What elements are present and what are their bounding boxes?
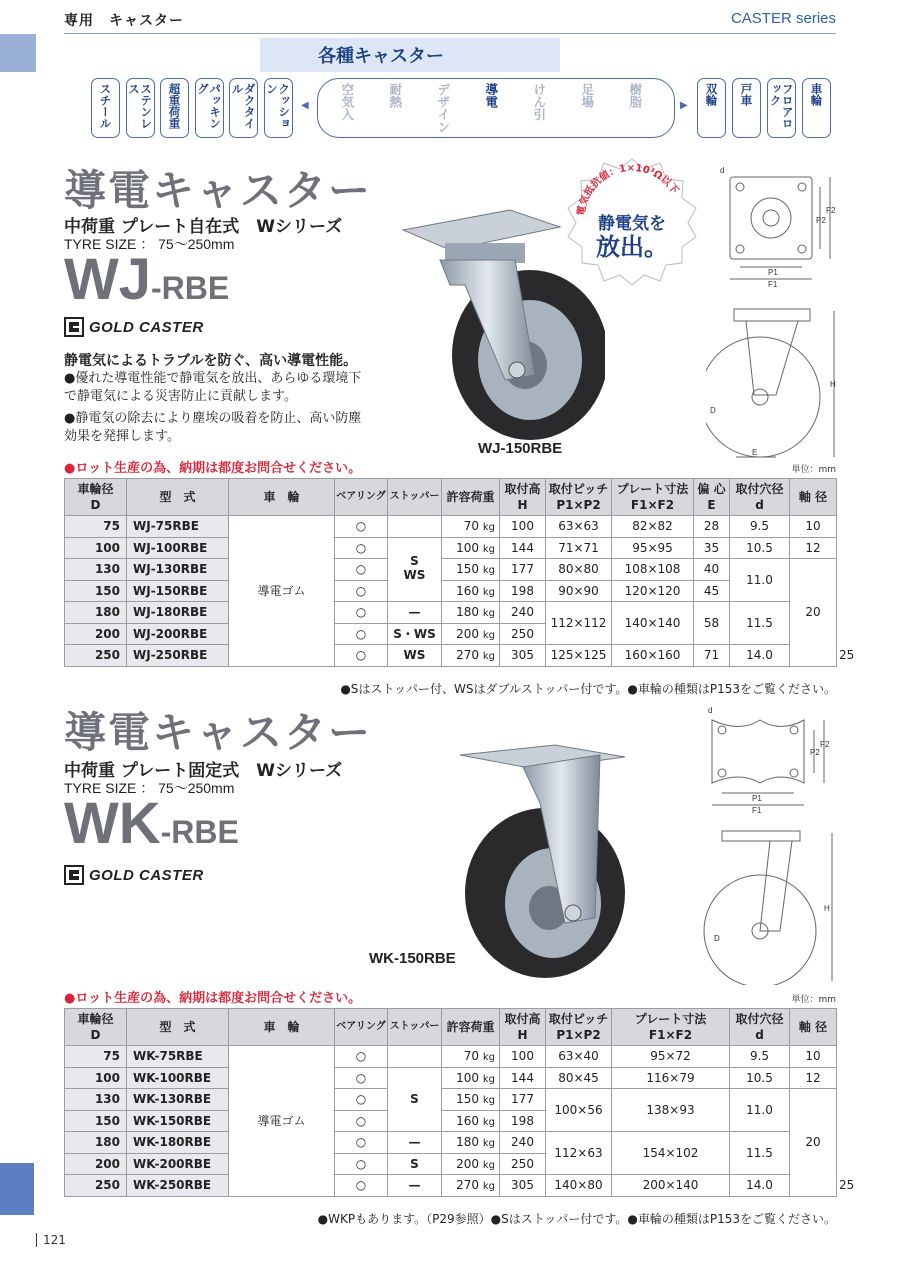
category-item-4[interactable]: けん引 bbox=[531, 83, 547, 121]
wj-th-hole: 取付穴径 d bbox=[730, 479, 790, 516]
wk-title: 導電キャスター bbox=[64, 708, 373, 757]
wk-dim-p2: P2 bbox=[810, 748, 820, 757]
wj-title: 導電キャスター bbox=[64, 166, 373, 215]
wj-dim-p1: P1 bbox=[768, 268, 778, 277]
wk-lot-note: ●ロット生産の為、納期は都度お問合せください。 bbox=[64, 991, 362, 1006]
category-chip-left-5[interactable]: クッション bbox=[264, 78, 293, 138]
wk-dim-h: H bbox=[824, 904, 830, 913]
wj-th-bearing: ベアリング bbox=[335, 479, 388, 516]
wj-dim-f2: F2 bbox=[826, 206, 836, 215]
wj-dim-p2: P2 bbox=[816, 216, 826, 225]
wj-th-offset: 偏 心 E bbox=[694, 479, 730, 516]
category-item-3[interactable]: 導電 bbox=[483, 83, 499, 108]
header-category: 専用 キャスター bbox=[64, 13, 184, 29]
wk-caster-photo bbox=[445, 743, 635, 978]
category-center-group bbox=[317, 78, 675, 138]
wk-unit: 単位：mm bbox=[791, 995, 836, 1005]
wj-tyre-size: TYRE SIZE ： 75～250mm bbox=[64, 236, 235, 252]
table-row: 130 WK-130RBE ○ 150 kg 177 100×56 138×93 11.0 20 bbox=[65, 1089, 837, 1111]
wj-gold-caster-logo: GOLD CASTER bbox=[64, 316, 204, 338]
category-chip-left-3[interactable]: パッキング bbox=[195, 78, 224, 138]
arrow-left-icon: ◀ bbox=[301, 100, 309, 111]
wk-th-stopper: ストッパー bbox=[388, 1009, 442, 1046]
category-chip-left-4[interactable]: ダクタイル bbox=[229, 78, 258, 138]
wk-th-model: 型 式 bbox=[127, 1009, 229, 1046]
wk-th-diameter: 車輪径 D bbox=[65, 1009, 127, 1046]
wj-dim-h: H bbox=[830, 380, 836, 389]
wj-dim-f1: F1 bbox=[768, 280, 778, 289]
wj-feature-heading: 静電気によるトラブルを防ぐ、高い導電性能。 bbox=[64, 353, 358, 369]
wj-th-axle: 軸 径 bbox=[790, 479, 837, 516]
wk-tyre-size: TYRE SIZE ： 75～250mm bbox=[64, 780, 235, 796]
table-row: 200 WK-200RBE ○ S 200 kg 250 bbox=[65, 1153, 837, 1175]
side-tab-bottom bbox=[0, 1163, 34, 1215]
wk-photo-caption: WK-150RBE bbox=[369, 950, 456, 967]
category-item-2[interactable]: デザイン bbox=[435, 83, 451, 133]
wj-wheel-type: 導電ゴム bbox=[229, 516, 335, 667]
static-discharge-badge bbox=[566, 155, 698, 287]
wj-th-diameter: 車輪径 D bbox=[65, 479, 127, 516]
category-chip-left-2[interactable]: 超重荷重 bbox=[160, 78, 189, 138]
table-row: 200 WJ-200RBE ○ S・WS 200 kg 250 bbox=[65, 623, 837, 645]
wk-model-name: WK-RBE bbox=[64, 791, 239, 856]
wj-th-model: 型 式 bbox=[127, 479, 229, 516]
category-chip-right-1[interactable]: 戸車 bbox=[732, 78, 761, 138]
wj-photo-caption: WJ-150RBE bbox=[478, 440, 563, 457]
wk-stopper-s: S bbox=[388, 1067, 442, 1132]
wj-feature-2: ●静電気の除去により塵埃の吸着を防止、高い防塵効果を発揮します。 bbox=[64, 411, 362, 444]
category-item-5[interactable]: 足場 bbox=[579, 83, 595, 108]
wj-dimension-drawing bbox=[706, 165, 840, 461]
table-row: 130 WJ-130RBE ○ 150 kg 177 80×80 108×108 40 11.0 20 bbox=[65, 559, 837, 581]
wk-dim-d-small: d bbox=[708, 706, 713, 715]
wk-th-plate: プレート寸法 F1×F2 bbox=[612, 1009, 730, 1046]
table-row: 100 WJ-100RBE ○ S WS 100 kg 144 71×71 95×95 35 10.5 12 bbox=[65, 537, 837, 559]
wk-wheel-type: 導電ゴム bbox=[229, 1046, 335, 1197]
side-tab-top bbox=[0, 34, 36, 72]
wj-feature-1: ●優れた導電性能で静電気を放出、あらゆる環境下で静電気による災害防止に貢献します。 bbox=[64, 371, 362, 404]
wj-lot-note: ●ロット生産の為、納期は都度お問合せください。 bbox=[64, 461, 362, 476]
table-row: 75 WJ-75RBE 導電ゴム ○ 70 kg 100 63×63 82×82 28 9.5 10 bbox=[65, 516, 837, 538]
wk-dim-d: D bbox=[714, 934, 720, 943]
wj-th-stopper: ストッパー bbox=[388, 479, 442, 516]
wk-dim-f1: F1 bbox=[752, 806, 762, 815]
wj-dim-d: D bbox=[710, 406, 716, 415]
category-chip-right-2[interactable]: フロアロック bbox=[767, 78, 796, 138]
wk-th-axle: 軸 径 bbox=[790, 1009, 837, 1046]
header-divider bbox=[64, 33, 836, 34]
category-chip-left-1[interactable]: ステンレス bbox=[126, 78, 155, 138]
table-row: 180 WJ-180RBE ○ — 180 kg 240 112×112 140×140 58 11.5 bbox=[65, 602, 837, 624]
wj-stopper-s-ws: S WS bbox=[388, 537, 442, 602]
badge-line-2: 放出。 bbox=[596, 233, 668, 261]
badge-line-1: 静電気を bbox=[598, 214, 666, 234]
category-item-6[interactable]: 樹脂 bbox=[627, 83, 643, 108]
wk-th-bearing: ベアリング bbox=[335, 1009, 388, 1046]
wj-th-plate: プレート寸法 F1×F2 bbox=[612, 479, 694, 516]
wj-model-name: WJ-RBE bbox=[64, 247, 230, 312]
wk-dim-f2: F2 bbox=[820, 740, 830, 749]
wj-th-load: 許容荷重 bbox=[442, 479, 500, 516]
wj-footnote: ●Sはストッパー付、WSはダブルストッパー付です。●車輪の種類はP153をご覧ください。 bbox=[340, 682, 836, 696]
wk-subtitle: 中荷重 プレート固定式 Wシリーズ bbox=[64, 761, 343, 781]
category-title: 各種キャスター bbox=[260, 38, 560, 72]
badge-resistance-text: 電気抵抗値：1×10³Ω以下 bbox=[575, 162, 681, 217]
header-series: CASTER series bbox=[730, 10, 836, 27]
wj-spec-table bbox=[64, 478, 855, 667]
wk-spec-table bbox=[64, 1008, 855, 1197]
page-number: 121 bbox=[36, 1233, 66, 1247]
wk-th-pitch: 取付ピッチ P1×P2 bbox=[546, 1009, 612, 1046]
wj-dim-e: E bbox=[752, 448, 758, 457]
table-row: 150 WK-150RBE ○ 160 kg 198 bbox=[65, 1110, 837, 1132]
wk-th-load: 許容荷重 bbox=[442, 1009, 500, 1046]
table-row: 150 WJ-150RBE ○ 160 kg 198 90×90 120×120 45 bbox=[65, 580, 837, 602]
wj-th-height: 取付高 H bbox=[500, 479, 546, 516]
wj-unit: 単位：mm bbox=[791, 465, 836, 475]
category-item-1[interactable]: 耐熱 bbox=[387, 83, 403, 108]
category-item-0[interactable]: 空気入 bbox=[339, 83, 355, 121]
table-row: 75 WK-75RBE 導電ゴム ○ 70 kg 100 63×40 95×72 9.5 10 bbox=[65, 1046, 837, 1068]
arrow-right-icon: ▶ bbox=[680, 100, 688, 111]
wk-th-height: 取付高 H bbox=[500, 1009, 546, 1046]
table-row: 100 WK-100RBE ○ S 100 kg 144 80×45 116×79 10.5 12 bbox=[65, 1067, 837, 1089]
wj-th-wheel: 車 輪 bbox=[229, 479, 335, 516]
wk-gold-caster-logo: GOLD CASTER bbox=[64, 864, 204, 886]
wj-dim-d-small: d bbox=[720, 166, 725, 175]
wk-th-hole: 取付穴径 d bbox=[730, 1009, 790, 1046]
wk-footnote: ●WKPもあります。（P29参照）●Sはストッパー付です。●車輪の種類はP153をご覧ください。 bbox=[317, 1212, 836, 1226]
wk-dim-p1: P1 bbox=[752, 794, 762, 803]
category-chip-right-3[interactable]: 車輪 bbox=[802, 78, 831, 138]
wk-th-wheel: 車 輪 bbox=[229, 1009, 335, 1046]
category-chip-left-0[interactable]: スチール bbox=[91, 78, 120, 138]
table-row: 180 WK-180RBE ○ — 180 kg 240 112×63 154×102 11.5 bbox=[65, 1132, 837, 1154]
wj-th-pitch: 取付ピッチ P1×P2 bbox=[546, 479, 612, 516]
table-row: 250 WK-250RBE ○ — 270 kg 305 140×80 200×140 14.0 25 bbox=[65, 1175, 837, 1197]
table-row: 250 WJ-250RBE ○ WS 270 kg 305 125×125 160×160 71 14.0 25 bbox=[65, 645, 837, 667]
wk-dimension-drawing bbox=[700, 705, 840, 985]
wj-subtitle: 中荷重 プレート自在式 Wシリーズ bbox=[64, 217, 343, 237]
category-chip-right-0[interactable]: 双輪 bbox=[697, 78, 726, 138]
